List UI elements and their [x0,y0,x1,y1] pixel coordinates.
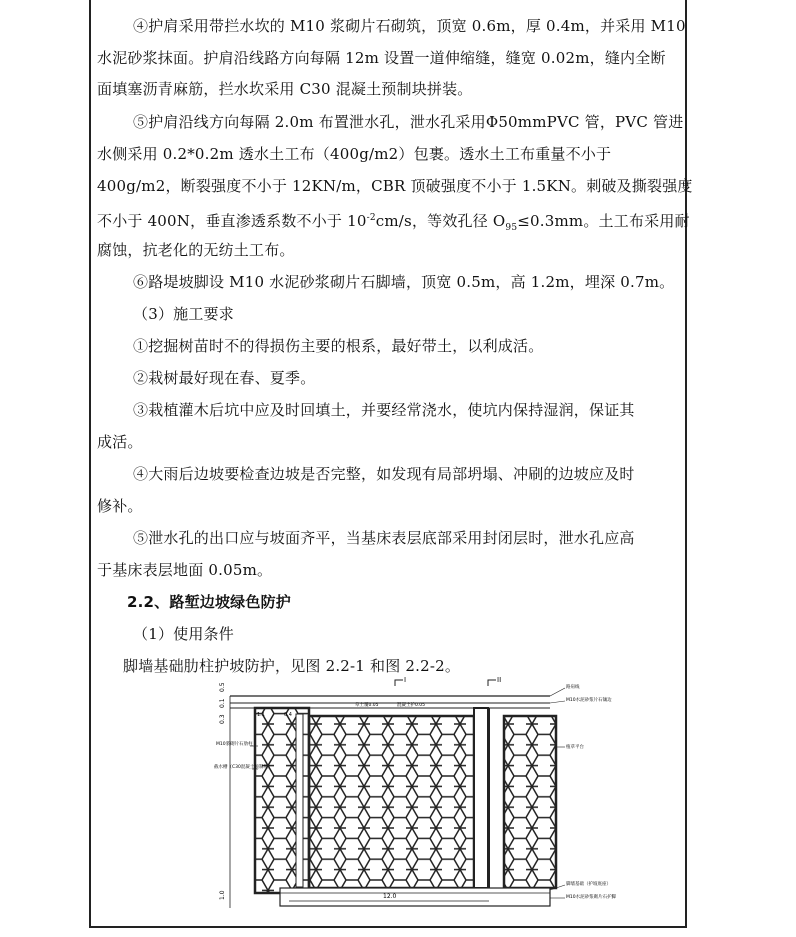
note-label: 截水槽（C30混凝土预制块） [214,765,273,770]
para-line: 水侧采用 0.2*0.2m 透水土工布（400g/m2）包裹。透水土工布重量不小于 [97,145,612,163]
para-line: 成活。 [97,433,143,451]
text-run: 不小于 400N，垂直渗透系数不小于 10 [97,212,367,230]
section-title: （1）使用条件 [133,625,234,643]
text-run: cm/s，等效孔径 O [375,212,506,230]
dim-bottom: 12.0 [383,893,397,900]
section-title: （3）施工要求 [133,305,234,323]
para-line-with-exponent [97,208,690,238]
section-heading: 2.2、路堑边坡绿色防护 [127,593,291,611]
dim-label: 0.5 [219,682,226,692]
note-label: 植草平台 [566,745,584,750]
dim-label: 0.1 [219,698,226,708]
note-label: 路肩线 [566,685,580,690]
para-line: 400g/m2，断裂强度不小于 12KN/m，CBR 顶破强度不小于 1.5KN。刺破及撕裂强度 [97,177,693,195]
para-line: 修补。 [97,497,143,515]
footing [280,888,550,906]
dim-label: 0.4 [284,712,292,718]
para-line: ②栽树最好现在春、夏季。 [133,369,316,387]
figure-2-2-1 [214,672,670,922]
note-label: M10浆砌片石肋柱 [216,742,253,747]
section-mark-2: II [497,676,502,684]
dim-label: 1.1 [257,712,265,718]
dim-label: 0.3 [219,714,226,724]
para-line: ⑤泄水孔的出口应与坡面齐平，当基床表层底部采用封闭层时，泄水孔应高 [133,529,635,547]
para-line: ④护肩采用带拦水坎的 M10 浆砌片石砌筑，顶宽 0.6m，厚 0.4m，并采用 M10 [133,17,686,35]
para-line: ⑥路堤坡脚设 M10 水泥砂浆砌片石脚墙，顶宽 0.5m，高 1.2m，埋深 0.7m。 [133,273,675,291]
para-line: ①挖掘树苗时不的得损伤主要的根系，最好带土，以利成活。 [133,337,544,355]
section-mark-1: I [404,676,407,684]
para-line: ④大雨后边坡要检查边坡是否完整，如发现有局部坍塌、冲刷的边坡应及时 [133,465,635,483]
para-line: 水泥砂浆抹面。护肩沿线路方向每隔 12m 设置一道伸缩缝，缝宽 0.02m，缝内全断 [97,49,666,67]
hex-grid-center [309,716,474,888]
hex-grid-right [504,716,556,888]
note-label: M10水泥砂浆片石镶边 [566,698,612,703]
para-line: 腐蚀，抗老化的无纺土工布。 [97,241,295,259]
rib-column-center [474,708,488,888]
note-label: 草土覆0.05 [355,703,379,708]
note-label: M10水泥砂浆砌片石护脚 [566,895,617,900]
para-line: ③栽植灌木后坑中应及时回填土，并要经常浇水，使坑内保持湿润，保证其 [133,401,635,419]
para-line: 面填塞沥青麻筋，拦水坎采用 C30 混凝土预制块拼装。 [97,80,473,98]
note-label: 脚墙基础（护坡底座） [566,882,611,887]
text-run: ≤0.3mm。土工布采用耐 [517,212,690,230]
subscript: 95 [505,223,518,233]
para-line: 脚墙基础肋柱护坡防护，见图 2.2-1 和图 2.2-2。 [123,657,461,675]
para-line: 于基床表层地面 0.05m。 [97,561,273,579]
note-label: 混凝土护0.05 [397,703,426,708]
exponent: -2 [366,213,376,223]
dim-label: 1.0 [219,890,226,900]
para-line: ⑤护肩沿线方向每隔 2.0m 布置泄水孔，泄水孔采用Φ50mmPVC 管，PVC 管进 [133,113,684,131]
